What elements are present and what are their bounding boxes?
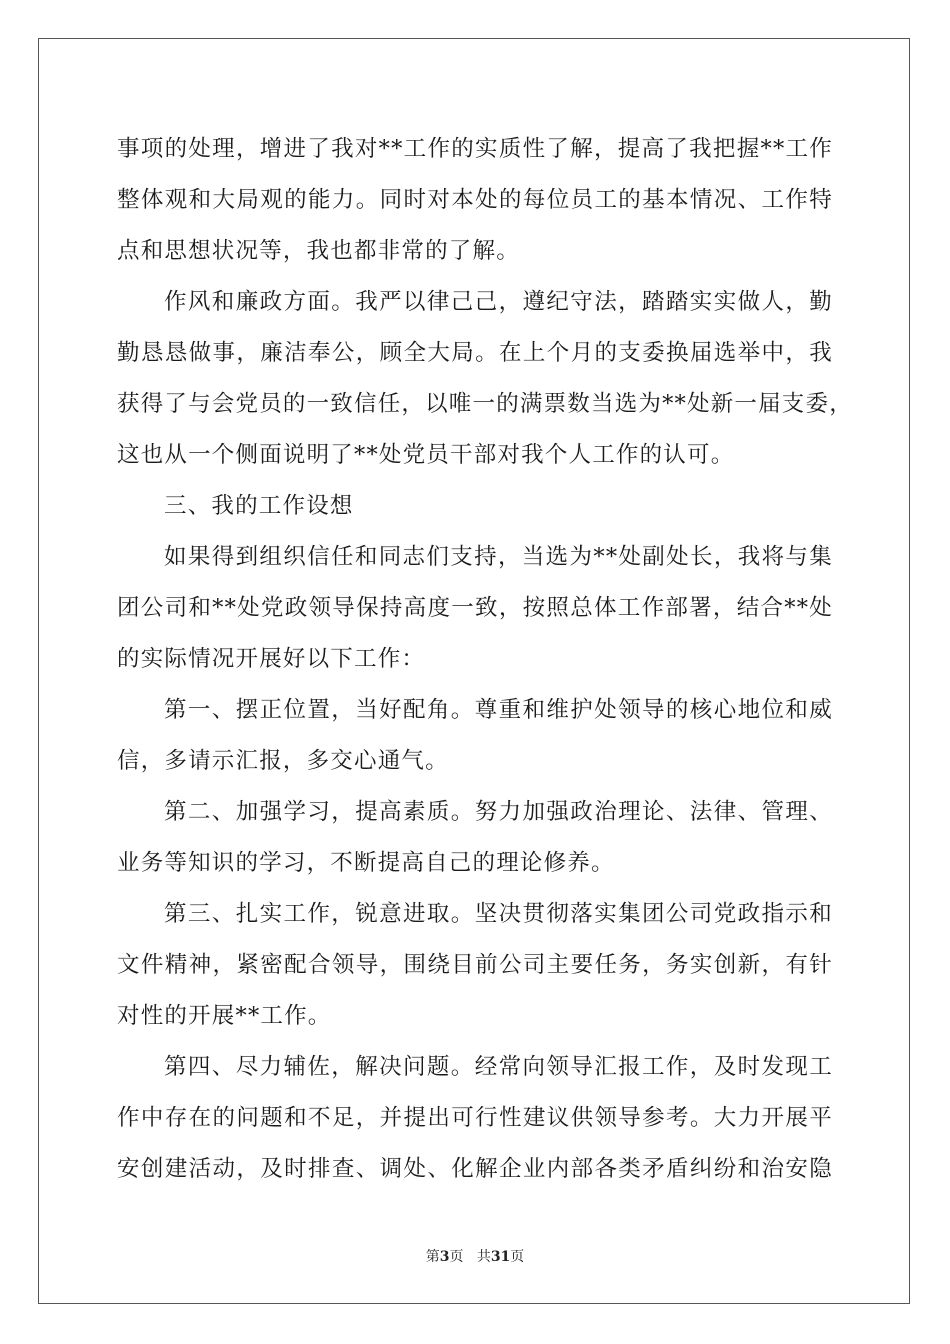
text-line: 第四、尽力辅佐，解决问题。经常向领导汇报工作，及时发现工 [164,1054,833,1080]
text-line: 文件精神，紧密配合领导，围绕目前公司主要任务，务实创新，有针 [117,952,833,978]
text-line: 点和思想状况等，我也都非常的了解。 [117,238,520,264]
total-pages: 31 [490,1249,511,1265]
text-line: 作中存在的问题和不足，并提出可行性建议供领导参考。大力开展平 [117,1105,833,1131]
document-body [117,126,853,1197]
page-number: 3 [439,1249,450,1265]
text-line: 的实际情况开展好以下工作： [117,646,426,672]
text-line: 业务等知识的学习，不断提高自己的理论修养。 [117,850,615,876]
page-prefix: 第 [425,1249,440,1265]
text-line: 整体观和大局观的能力。同时对本处的每位员工的基本情况、工作特 [117,187,833,213]
page-footer [0,1247,950,1267]
text-line: 安创建活动，及时排查、调处、化解企业内部各类矛盾纠纷和治安隐 [117,1156,833,1182]
text-line: 信，多请示汇报，多交心通气。 [117,748,449,774]
page-suffix: 页 [449,1249,464,1265]
text-line: 获得了与会党员的一致信任，以唯一的满票数当选为**处新一届支委， [117,391,853,417]
text-line: 勤恳恳做事，廉洁奉公，顾全大局。在上个月的支委换届选举中，我 [117,340,833,366]
text-line: 三、我的工作设想 [164,493,354,519]
text-line: 第二、加强学习，提高素质。努力加强政治理论、法律、管理、 [164,799,833,825]
text-line: 作风和廉政方面。我严以律己己，遵纪守法，踏踏实实做人，勤 [164,289,833,315]
text-line: 事项的处理，增进了我对**工作的实质性了解，提高了我把握**工作 [117,136,833,162]
text-line: 第一、摆正位置，当好配角。尊重和维护处领导的核心地位和威 [164,697,833,723]
total-suffix: 页 [510,1249,525,1265]
text-line: 对性的开展**工作。 [117,1003,332,1029]
text-line: 如果得到组织信任和同志们支持，当选为**处副处长，我将与集 [164,544,833,570]
total-prefix: 共 [476,1249,491,1265]
text-line: 这也从一个侧面说明了**处党员干部对我个人工作的认可。 [117,442,735,468]
text-line: 团公司和**处党政领导保持高度一致，按照总体工作部署，结合**处 [117,595,833,621]
text-line: 第三、扎实工作，锐意进取。坚决贯彻落实集团公司党政指示和 [164,901,833,927]
